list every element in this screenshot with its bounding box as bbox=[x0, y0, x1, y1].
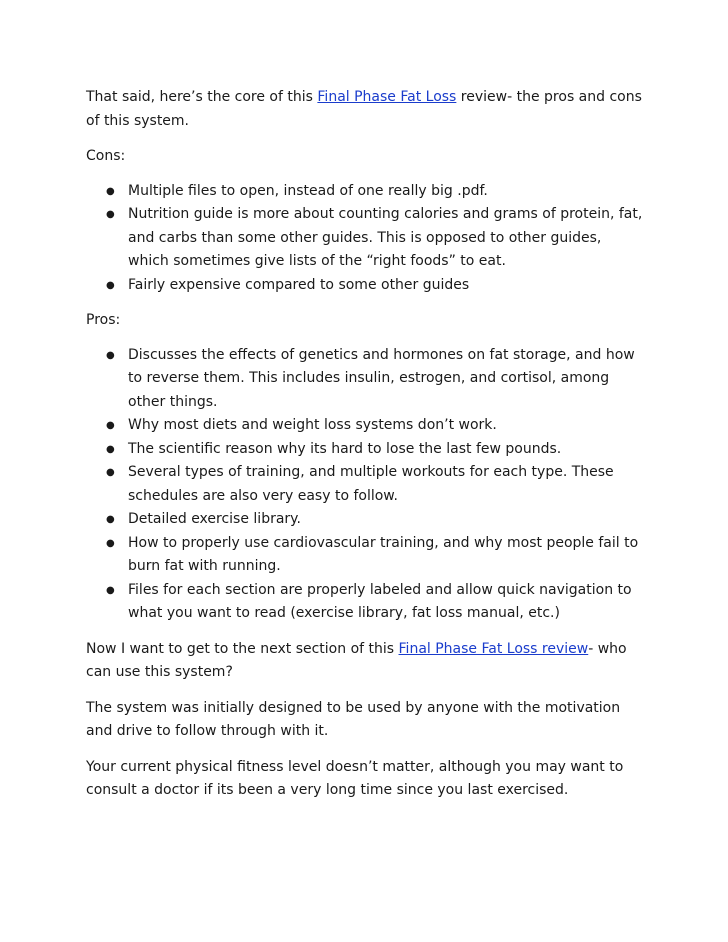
list-item bbox=[106, 414, 646, 438]
body-paragraph: Your current physical fitness level doesn’t matter, although you may want to consult a doctor if its been a very long time since you last exercised. bbox=[86, 758, 624, 798]
cons-list bbox=[86, 180, 646, 298]
list-item bbox=[106, 180, 646, 204]
cons-heading: Cons: bbox=[86, 148, 126, 164]
document-page bbox=[86, 86, 646, 815]
next-section-text-after: - who can use this system? bbox=[86, 640, 627, 680]
bullet-icon: ● bbox=[106, 537, 115, 549]
intro-text-after: review- the pros and cons of this system. bbox=[86, 89, 642, 129]
bullet-icon: ● bbox=[106, 514, 115, 525]
bullet-icon: ● bbox=[106, 443, 115, 455]
list-item bbox=[106, 438, 646, 462]
next-section-paragraph bbox=[86, 638, 646, 685]
bullet-icon: ● bbox=[106, 467, 115, 478]
bullet-icon: ● bbox=[106, 185, 115, 197]
final-phase-fat-loss-link[interactable]: Final Phase Fat Loss bbox=[317, 89, 457, 105]
list-item-text: Why most diets and weight loss systems don’t work. bbox=[128, 417, 497, 433]
intro-text-before: That said, here’s the core of this bbox=[86, 89, 318, 105]
list-item bbox=[106, 508, 646, 532]
list-item bbox=[106, 203, 646, 274]
list-item-text: The scientific reason why its hard to lose the last few pounds. bbox=[128, 440, 562, 457]
bullet-icon: ● bbox=[106, 279, 115, 291]
intro-paragraph bbox=[86, 86, 646, 133]
list-item-text: Files for each section are properly labeled and allow quick navigation to what you want to read (exercise library, fat loss manual, etc.) bbox=[128, 581, 632, 621]
pros-heading: Pros: bbox=[86, 312, 121, 328]
list-item bbox=[106, 344, 646, 415]
list-item bbox=[106, 461, 646, 508]
list-item-text: Several types of training, and multiple workouts for each type. These schedules are also very easy to follow. bbox=[128, 464, 614, 504]
next-section-text-before: Now I want to get to the next section of this bbox=[86, 640, 399, 657]
pros-list bbox=[86, 344, 646, 626]
final-phase-fat-loss-review-link[interactable]: Final Phase Fat Loss review bbox=[398, 640, 589, 657]
list-item-text: Fairly expensive compared to some other guides bbox=[128, 276, 470, 293]
list-item-text: Nutrition guide is more about counting calories and grams of protein, fat, and carbs than some other guides. This is opposed to other guides, which sometimes give lists of the “right foods” to eat. bbox=[128, 206, 643, 269]
body-paragraph: The system was initially designed to be used by anyone with the motivation and drive to follow through with it. bbox=[86, 699, 621, 739]
bullet-icon: ● bbox=[106, 209, 115, 220]
list-item bbox=[106, 274, 646, 298]
bullet-icon: ● bbox=[106, 420, 115, 431]
list-item-text: Detailed exercise library. bbox=[128, 511, 301, 527]
list-item bbox=[106, 579, 646, 626]
bullet-icon: ● bbox=[106, 349, 115, 361]
list-item-text: Multiple files to open, instead of one really big .pdf. bbox=[128, 182, 488, 199]
bullet-icon: ● bbox=[106, 584, 115, 596]
list-item-text: How to properly use cardiovascular training, and why most people fail to burn fat with running. bbox=[128, 534, 639, 574]
list-item-text: Discusses the effects of genetics and hormones on fat storage, and how to reverse them. This includes insulin, estrogen, and cortisol, among other things. bbox=[128, 346, 635, 410]
list-item bbox=[106, 532, 646, 579]
